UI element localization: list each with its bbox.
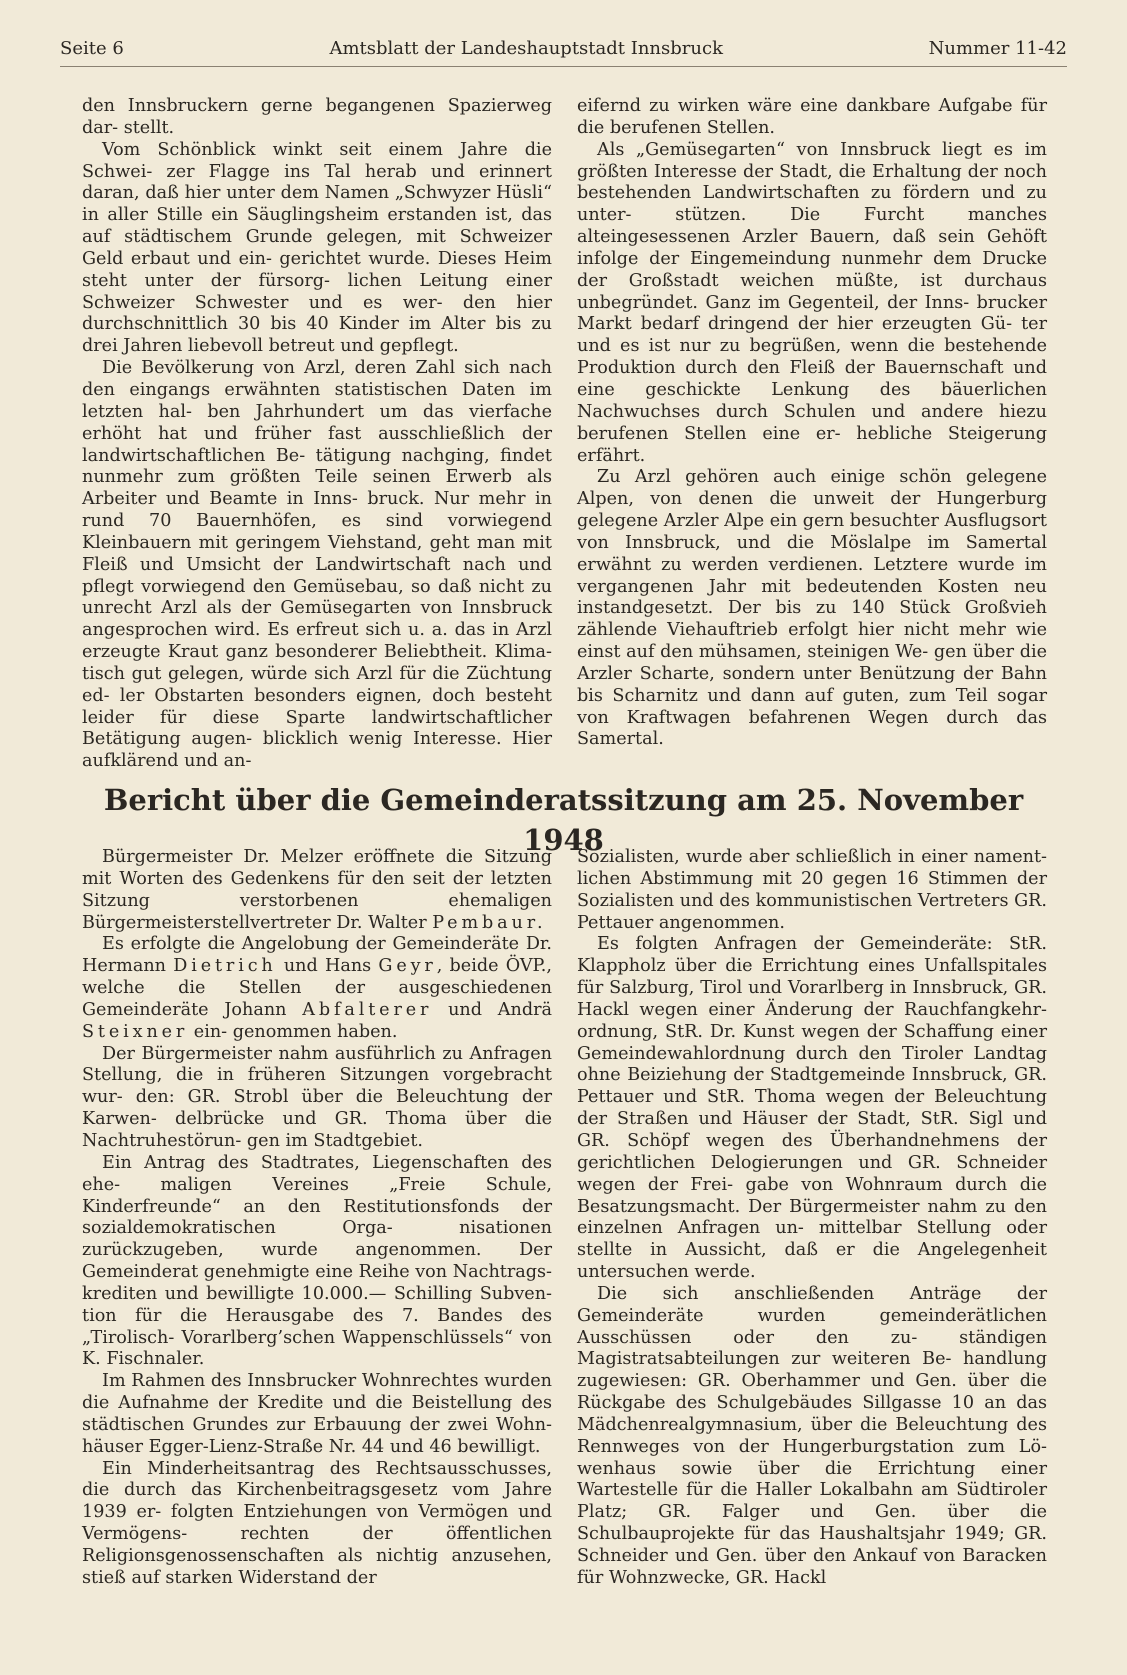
text-run: ein- genommen haben. (188, 1021, 398, 1042)
article-column-left (82, 96, 552, 773)
report-column-right (577, 847, 1047, 1590)
paragraph: Zu Arzl gehören auch einige schön gelegene Alpen, von denen die unweit der Hungerburg gelegene Arzler Alpe ein gern besuchter Ausflugsort von Innsbruck, und die Möslalpe im Samertal erwähnt zu werden verdienen. Letztere wurde im vergangenen Jahr mit bedeutenden Kosten neu instandgesetzt. Der bis zu 140 Stück Großvieh zählende Viehauftrieb erfolgt hier nicht mehr wie einst auf den mühsamen, steinigen We- gen über die Arzler Scharte, sondern unter Benützung der Bahn bis Scharnitz und dann auf guten, zum Teil sogar von Kraftwagen befahrenen Wegen durch das Samertal. (577, 467, 1047, 750)
page-number: Seite 6 (60, 38, 124, 59)
person-name: Geyr (378, 956, 437, 977)
paragraph: Ein Minderheitsantrag des Rechtsausschusses, die durch das Kirchenbeitragsgesetz vom Jahre 1939 er- folgten Entziehungen von Vermögen und Vermögens- rechten der öffentlichen Religionsgenossenschaften als nichtig anzusehen, stieß auf starken Widerstand der (82, 1458, 552, 1588)
paragraph: Vom Schönblick winkt seit einem Jahre die Schwei- zer Flagge ins Tal herab und erinnert daran, daß hier unter dem Namen „Schwyzer Hüsli“ in aller Stille ein Säuglingsheim erstanden ist, das auf städtischem Grunde gelegen, mit Schweizer Geld erbaut und ein- gerichtet wurde. Dieses Heim steht unter der fürsorg- lichen Leitung einer Schweizer Schwester und es wer- den hier durchschnittlich 30 bis 40 Kinder im Alter bis zu drei Jahren liebevoll betreut und gepflegt. (82, 139, 552, 357)
text-run: und Hans (276, 956, 379, 977)
person-name: Abfalterer (302, 999, 433, 1020)
paragraph: den Innsbruckern gerne begangenen Spazierweg dar- stellt. (82, 96, 552, 138)
paragraph: Sozialisten, wurde aber schließlich in einer nament- lichen Abstimmung mit 20 gegen 16 Stimmen der Sozialisten und des kommunistischen Vertreters GR. Pettauer angenommen. (577, 847, 1047, 933)
report-column-left (82, 847, 552, 1590)
paragraph: Die sich anschließenden Anträge der Gemeinderäte wurden gemeinderätlichen Ausschüssen oder den zu- ständigen Magistratsabteilungen zur weiteren Be- handlung zugewiesen: GR. Oberhammer und Gen. über die Rückgabe des Schulgebäudes Sillgasse 10 an das Mädchenrealgymnasium, über die Beleuchtung des Rennweges von der Hungerburgstation zum Lö- wenhaus sowie über die Errichtung einer Wartestelle für die Haller Lokalbahn am Südtiroler Platz; GR. Falger und Gen. über die Schulbauprojekte für das Haushaltsjahr 1949; GR. Schneider und Gen. über den Ankauf von Baracken für Wohnzwecke, GR. Hackl (577, 1283, 1047, 1588)
page-header (60, 38, 1067, 67)
text-run: Es erfolgte die Angelobung der Gemeinderäte Dr. Hermann (82, 934, 552, 977)
text-run: Bürgermeister Dr. Melzer eröffnete die Sitzung mit Worten des Gedenkens für den seit der letzten Sitzung verstorbenen ehemaligen Bürgermeisterstellvertreter Dr. Walter (82, 847, 552, 933)
issue-number: Nummer 11-42 (928, 38, 1067, 59)
paragraph: Im Rahmen des Innsbrucker Wohnrechtes wurden die Aufnahme der Kredite und die Beistellung des städtischen Grundes zur Erbauung der zwei Wohn- häuser Egger-Lienz-Straße Nr. 44 und 46 bewilligt. (82, 1371, 552, 1457)
paragraph (82, 934, 552, 1043)
paragraph: Der Bürgermeister nahm ausführlich zu Anfragen Stellung, die in früheren Sitzungen vorgebracht wur- den: GR. Strobl über die Beleuchtung der Karwen- delbrücke und GR. Thoma über die Nachtruhestörun- gen im Stadtgebiet. (82, 1043, 552, 1151)
report-headline: Bericht über die Gemeinderatssitzung am 25. November 1948 (103, 783, 1024, 857)
publication-title: Amtsblatt der Landeshauptstadt Innsbruck (329, 38, 723, 59)
person-name: Steixner (82, 1021, 189, 1042)
paragraph: Es folgten Anfragen der Gemeinderäte: StR. Klappholz über die Errichtung eines Unfallspitales für Salzburg, Tirol und Vorarlberg in Innsbruck, GR. Hackl wegen einer Änderung der Rauchfangkehr- ordnung, StR. Dr. Kunst wegen der Schaffung einer Gemeindewahlordnung durch den Tiroler Landtag ohne Beiziehung der Stadtgemeinde Innsbruck, GR. Pettauer und StR. Thoma wegen der Beleuchtung der Straßen und Häuser der Stadt, StR. Sigl und GR. Schöpf wegen des Überhandnehmens der gerichtlichen Delogierungen und GR. Schneider wegen der Frei- gabe von Wohnraum durch die Besatzungsmacht. Der Bürgermeister nahm zu den einzelnen Anfragen un- mittelbar Stellung oder stellte in Aussicht, daß er die Angelegenheit untersuchen werde. (577, 934, 1047, 1283)
person-name: Dietrich (173, 956, 277, 977)
paragraph: Die Bevölkerung von Arzl, deren Zahl sich nach den eingangs erwähnten statistischen Daten im letzten hal- ben Jahrhundert um das vierfache erhöht hat und früher fast ausschließlich der landwirtschaftlichen Be- tätigung nachging, findet nunmehr zum größten Teile seinen Erwerb als Arbeiter und Beamte in Inns- bruck. Nur mehr in rund 70 Bauernhöfen, es sind vorwiegend Kleinbauern mit geringem Viehstand, geht man mit Fleiß und Umsicht der Landwirtschaft nach und pflegt vorwiegend den Gemüsebau, so daß nicht zu unrecht Arzl als der Gemüsegarten von Innsbruck angesprochen wird. Es erfreut sich u. a. das in Arzl erzeugte Kraut ganz besonderer Beliebtheit. Klima- tisch gut gelegen, würde sich Arzl für die Züchtung ed- ler Obstarten besonders eignen, doch besteht leider für diese Sparte landwirtschaftlicher Betätigung augen- blicklich wenig Interesse. Hier aufklärend und an- (82, 358, 552, 772)
person-name: Pembaur. (432, 912, 547, 933)
text-run: und Andrä (432, 999, 553, 1020)
paragraph: eifernd zu wirken wäre eine dankbare Aufgabe für die berufenen Stellen. (577, 96, 1047, 138)
paragraph: Als „Gemüsegarten“ von Innsbruck liegt es im größten Interesse der Stadt, die Erhaltung der noch bestehenden Landwirtschaften zu fördern und zu unter- stützen. Die Furcht manches alteingesessenen Arzler Bauern, daß sein Gehöft infolge der Eingemeindung nunmehr dem Drucke der Großstadt weichen müßte, ist durchaus unbegründet. Ganz im Gegenteil, der Inns- brucker Markt bedarf dringend der hier erzeugten Gü- ter und es ist nur zu begrüßen, wenn die bestehende Produktion durch den Fleiß der Bauernschaft und eine geschickte Lenkung des bäuerlichen Nachwuchses durch Schulen und andere hiezu berufenen Stellen eine er- hebliche Steigerung erfährt. (577, 139, 1047, 466)
text-run: , beide ÖVP., welche die Stellen der ausgeschiedenen Gemeinderäte Johann (82, 956, 552, 1020)
paragraph: Ein Antrag des Stadtrates, Liegenschaften des ehe- maligen Vereines „Freie Schule, Kinderfreunde“ an den Restitutionsfonds der sozialdemokratischen Orga- nisationen zurückzugeben, wurde angenommen. Der Gemeinderat genehmigte eine Reihe von Nachtrags- krediten und bewilligte 10.000.— Schilling Subven- tion für die Herausgabe des 7. Bandes des „Tirolisch- Vorarlberg’schen Wappenschlüssels“ von K. Fischnaler. (82, 1152, 552, 1370)
paragraph (82, 847, 552, 934)
article-column-right (577, 96, 1047, 751)
